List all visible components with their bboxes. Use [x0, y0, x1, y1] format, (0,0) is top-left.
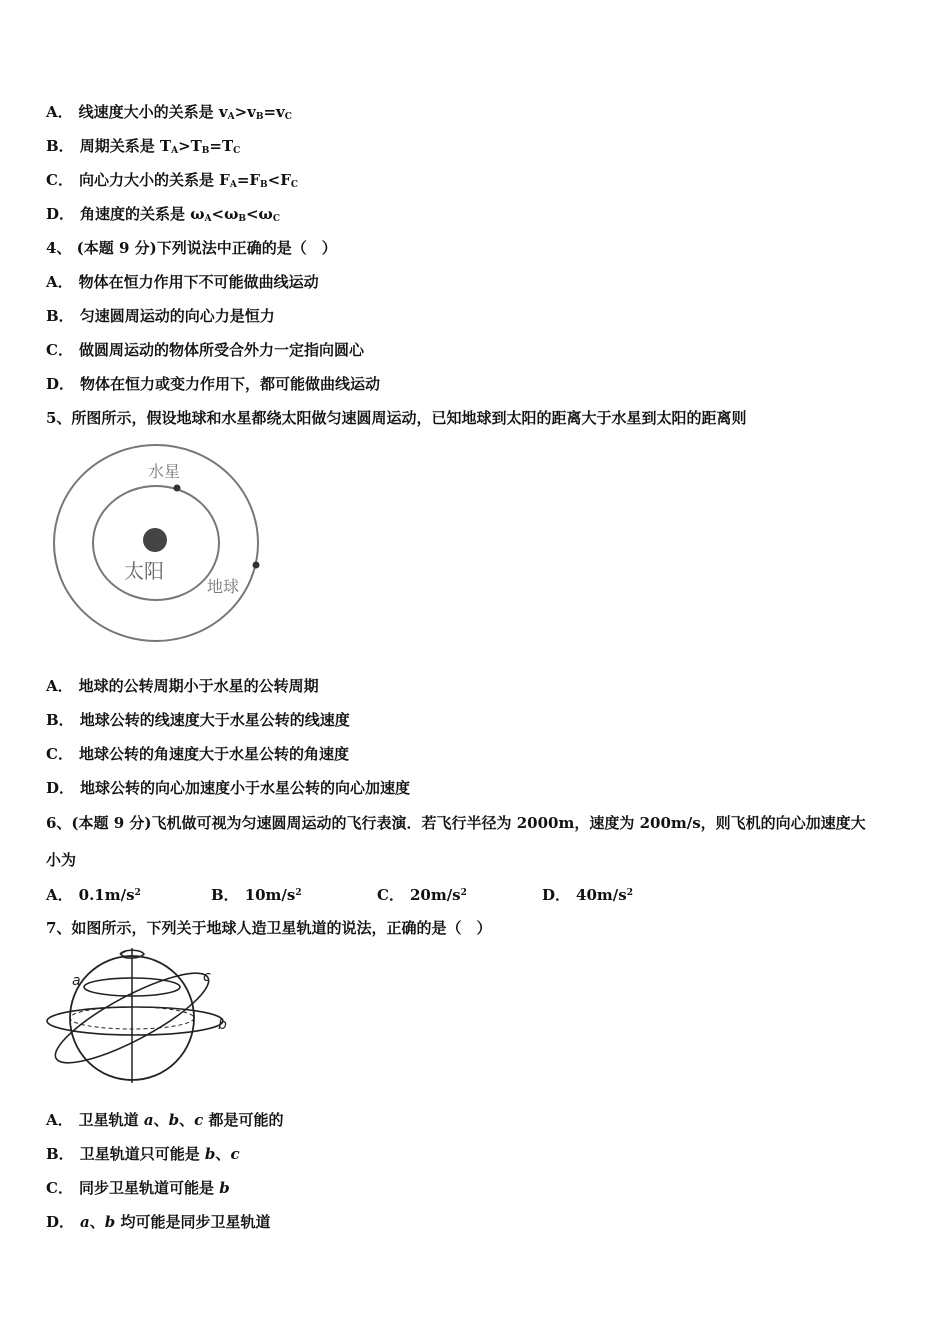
q4-option-d: D． 物体在恒力或变力作用下，都可能做曲线运动: [46, 375, 381, 393]
q5-stem: 5、所图所示，假设地球和水星都绕太阳做匀速圆周运动，已知地球到太阳的距离大于水星到太阳的距离则: [46, 409, 747, 427]
q6-option-a: A． $0.1m/s^2$: [46, 886, 141, 904]
earth-planet-icon: [253, 562, 260, 569]
q3-option-b: B． 周期关系是 $T_A>T_B=T_C$: [46, 137, 241, 156]
q4-option-a: A． 物体在恒力作用下不可能做曲线运动: [46, 273, 319, 291]
q7-option-c: C． 同步卫星轨道可能是 b: [46, 1179, 230, 1197]
mercury-planet-icon: [174, 485, 181, 492]
q6-options: [46, 883, 906, 903]
q5-option-b: B． 地球公转的线速度大于水星公转的线速度: [46, 711, 350, 729]
q6-option-b: B． $10m/s^2$: [211, 886, 302, 904]
q6-stem-line2: 小为: [46, 851, 77, 869]
q4-option-c: C． 做圆周运动的物体所受合外力一定指向圆心: [46, 341, 364, 359]
q7-option-b: B． 卫星轨道只可能是 b、c: [46, 1145, 240, 1163]
q3-option-c: C． 向心力大小的关系是 $F_A=F_B<F_C$: [46, 171, 299, 190]
q3-option-d: D． 角速度的关系是 $\omega_A<\omega_B<\omega_C$: [46, 205, 281, 224]
q3-option-a: A． 线速度大小的关系是 $v_A>v_B=v_C$: [46, 103, 292, 122]
satellite-orbit-diagram: [40, 945, 240, 1085]
q5-option-d: D． 地球公转的向心加速度小于水星公转的向心加速度: [46, 779, 411, 797]
orbit-diagram: [46, 440, 276, 650]
q7-stem: 7、如图所示，下列关于地球人造卫星轨道的说法，正确的是（ ）: [46, 919, 492, 937]
mercury-label: 水星: [148, 462, 181, 481]
q6-option-c: C． $20m/s^2$: [377, 886, 467, 904]
orbit-a-label: a: [72, 973, 81, 989]
q7-option-a: A． 卫星轨道 a、b、c 都是可能的: [46, 1111, 284, 1129]
orbit-c-label: c: [203, 969, 211, 985]
q6-option-d: D． $40m/s^2$: [542, 886, 633, 904]
q4-option-b: B． 匀速圆周运动的向心力是恒力: [46, 307, 275, 325]
sun-icon: [143, 528, 167, 552]
q6-stem-line1: 6、(本题 9 分)飞机做可视为匀速圆周运动的飞行表演．若飞行半径为 2000m，速度为 200m/s，则飞机的向心加速度大: [46, 814, 866, 832]
sun-label: 太阳: [124, 559, 164, 583]
earth-label: 地球: [207, 577, 240, 596]
q7-option-d: D． a、b 均可能是同步卫星轨道: [46, 1213, 271, 1231]
q5-option-c: C． 地球公转的角速度大于水星公转的角速度: [46, 745, 349, 763]
orbit-b-label: b: [218, 1017, 227, 1033]
q5-option-a: A． 地球的公转周期小于水星的公转周期: [46, 677, 319, 695]
q4-stem: 4、 (本题 9 分)下列说法中正确的是（ ）: [46, 239, 337, 257]
